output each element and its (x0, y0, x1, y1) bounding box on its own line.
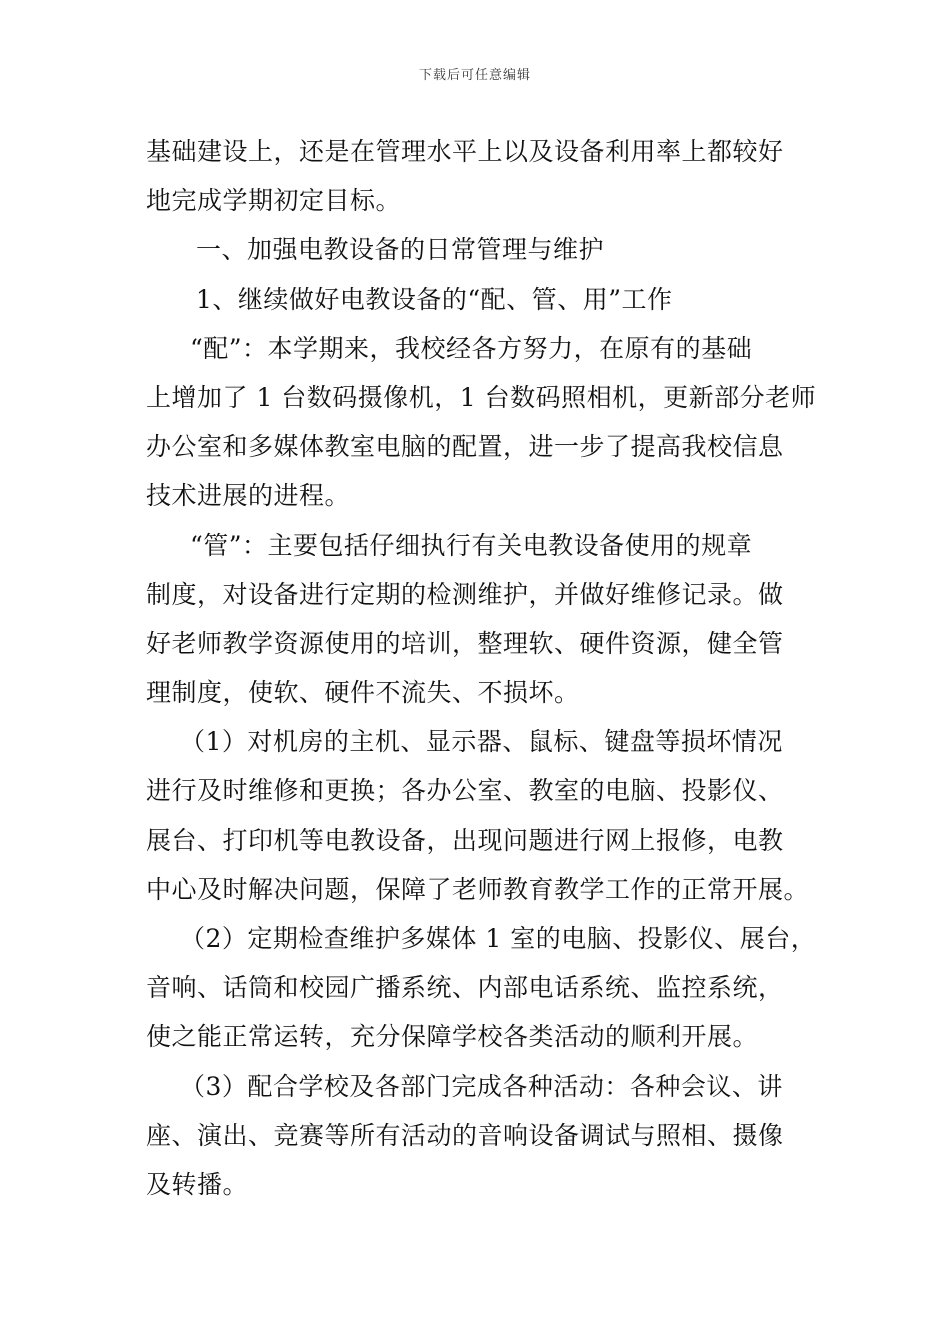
paragraph-guan-start: “管”：主要包括仔细执行有关电教设备使用的规章 (190, 530, 753, 560)
text-line: 好老师教学资源使用的培训，整理软、硬件资源，健全管 (146, 628, 784, 658)
list-item-1-start: （1）对机房的主机、显示器、鼠标、键盘等损坏情况 (180, 727, 783, 757)
text-line: 座、演出、竞赛等所有活动的音响设备调试与照相、摄像 (146, 1120, 784, 1150)
text-line: 进行及时维修和更换；各办公室、教室的电脑、投影仪、 (146, 776, 784, 806)
list-item-3-start: （3）配合学校及各部门完成各种活动：各种会议、讲 (180, 1071, 783, 1101)
paragraph-pei-start: “配”：本学期来，我校经各方努力，在原有的基础 (190, 333, 753, 363)
subsection-heading: 1、继续做好电教设备的“配、管、用”工作 (196, 284, 673, 314)
text-line: 理制度，使软、硬件不流失、不损坏。 (146, 678, 580, 708)
page-header: 下载后可任意编辑 (418, 68, 531, 83)
text-line: 技术进展的进程。 (146, 481, 351, 511)
section-heading: 一、加强电教设备的日常管理与维护 (196, 235, 605, 265)
text-line: 展台、打印机等电教设备，出现问题进行网上报修，电教 (146, 825, 784, 855)
text-line: 办公室和多媒体教室电脑的配置，进一步了提高我校信息 (146, 432, 784, 462)
text-line: 地完成学期初定目标。 (146, 186, 402, 216)
text-line: 中心及时解决问题，保障了老师教育教学工作的正常开展。 (146, 874, 810, 904)
text-line: 制度，对设备进行定期的检测维护，并做好维修记录。做 (146, 579, 784, 609)
text-line: 基础建设上，还是在管理水平上以及设备利用率上都较好 (146, 137, 784, 166)
text-line: 上增加了 1 台数码摄像机，1 台数码照相机，更新部分老师 (146, 382, 817, 412)
list-item-2-start: （2）定期检查维护多媒体 1 室的电脑、投影仪、展台， (180, 924, 817, 953)
text-line: 及转播。 (146, 1169, 249, 1199)
text-line: 音响、话筒和校园广播系统、内部电话系统、监控系统， (146, 973, 784, 1003)
text-line: 使之能正常运转，充分保障学校各类活动的顺利开展。 (146, 1022, 759, 1052)
document-body (146, 127, 816, 1209)
